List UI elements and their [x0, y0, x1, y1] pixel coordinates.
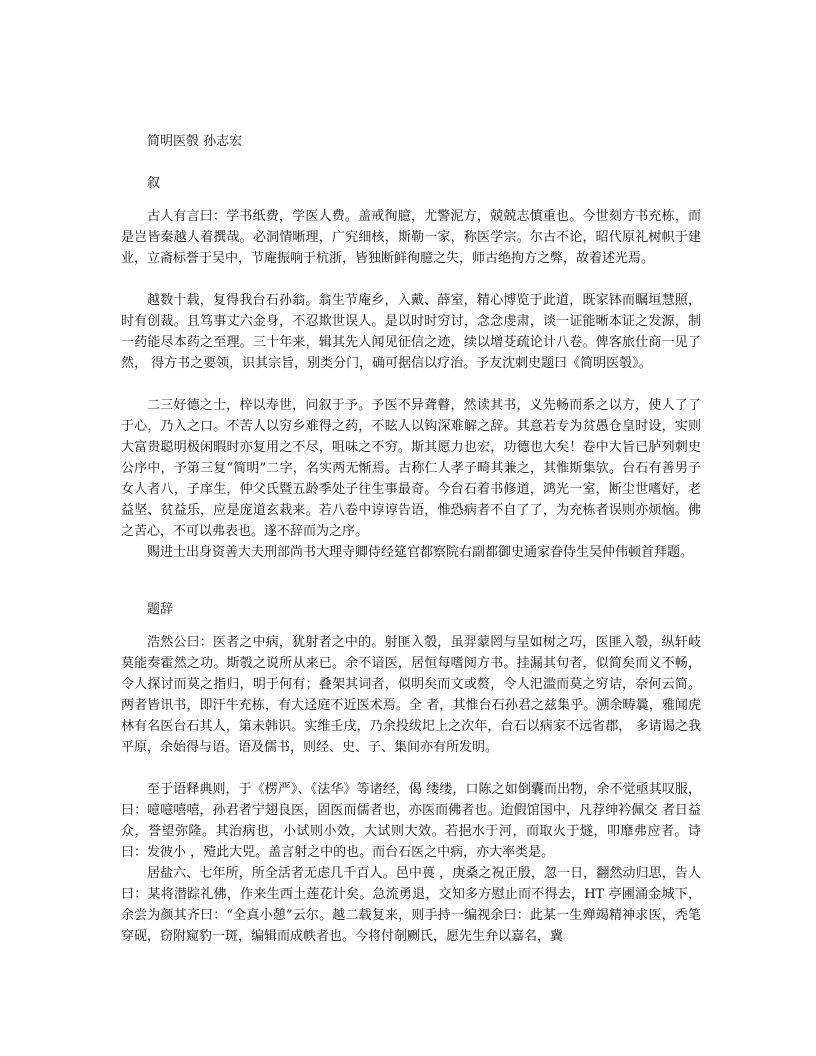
paragraph-2: 越数十载，复得我台石孙翁。翁生节庵乡，入戴、薛室，精心博览于此道，既家钵而瞩垣慧照，时有创裁。且笃事丈六金身，不忍欺世误人。是以时时穷讨，念念虔肃，谈一证能晰本证之发源，制一药能尽本药之至理。三十年来，辑其先人闻见征信之迹，续以增芟疏论计八卷。俾客旅仕商一见了然， 得方书之要领，识其宗旨，别类分门，确可据信以疗治。予友沈刺史题曰《简明医彀》。 [121, 293, 701, 371]
section-heading-xu: 叙 [147, 176, 161, 191]
paragraph-1: 古人有言曰：学书纸费，学医人费。盖戒徇臆，尤警泥方，兢兢志慎重也。今世刻方书充栋，而是岂皆秦越人着撰哉。必洞情晰理，广究细核，斯勒一家，称医学宗。尔古不论，昭代原礼树帜于建业，立斋标誉于吴中，节庵振响于杭浙，皆独断鲜徇臆之失，师古绝拘方之弊，故着述光焉。 [121, 209, 701, 266]
section-heading-tici: 题辞 [147, 602, 174, 617]
paragraph-6: 居盐六、七年所，所全活者无虑几千百人。邑中葨 ，庚桑之祝正殷，忽一日，翻然动归思，告人曰：某将潜踪礼佛，作来生西土莲花计矣。急流勇退，交知多方慰止而不得去，HT 亭圃涌金城下，余尝为颜其齐曰：“全真小憩”云尔。越二载复来，则手持一编视余曰：此某一生殚竭精神求医，秃笔穿砚，窃附窥豹一斑，编辑而成帙者也。今将付剞劂氏，愿先生弁以嘉名，冀 [121, 866, 701, 944]
paragraph-3: 二三好德之士，梓以寿世，问叙于予。予医不异聋瞽，然读其书，义先畅而系之以方，使人了了于心，乃入之口。不苦人以穷乡难得之药，不眩人以钩深难解之辞。其意若专为贫愚仓皇时设，实则大富贵聪明极闲暇时亦复用之不尽，咀味之不穷。斯其愿力也宏，功德也大矣！卷中大旨已胪列刺史公序中，予第三复“简明”二字，名实两无惭焉。古称仁人孝子畸其兼之，其惟斯集欤。台石有善男子女人者八，子庠生，仲父氏暨五龄季处子往生事最奇。今台石着书修道，鸿光一室，断尘世嗜好，老益坚、贫益乐，应是庞道玄栽来。若八卷中谆谆告语，惟恐病者不自了了，为充栋者误则亦烦恼。佛之苦心，不可以弗表也。遂不辞而为之序。 [121, 398, 701, 539]
paragraph-4: 浩然公曰：医者之中病，犹射者之中的。射匪入彀，虽羿蒙罔与呈如树之巧，医匪入彀，纵轩岐莫能奏霍然之功。斯彀之说所从来已。余不谙医，居恒每嗜阅方书。挂漏其句者，似简矣而义不畅，令人探讨而莫之指归，明于何有；叠架其词者，似明矣而文或赘，令人汜滥而莫之穷诘，奈何云简。两者皆讯书，即汗牛充栋，有大迳庭不近医术焉。全 者，其惟台石孙君之兹集乎。溯余畴曩，雅闻虎林有名医台石其人，第未韩识。实维壬戌，乃余投绂圯上之次年，台石以病家不远省郡， 多请谒之我平原，余始得与语。语及儒书，则经、史、子、集间亦有所发明。 [121, 635, 701, 755]
signature-line: 赐进士出身资善大夫刑部尚书大理寺卿侍经筵官都察院右副都御史通家眷侍生吴仲伟顿首拜题。 [147, 545, 694, 560]
paragraph-5: 至于语释典则，于《楞严》、《法华》等诸经，偈 缕缕，口陈之如倒囊而出物，余不觉亟其叹服，曰：噫噫嘻嘻，孙君者宁翅良医，固医而儒者也，亦医而佛者也。迨假馆国中，凡荐绅衿佩交 者日益众，誉望弥隆。其治病也，小试则小效，大试则大效。若挹水于河，而取火于燧，叩靡弗应者。诗曰：发彼小 ，殪此大兕。盖言射之中的也。而台石医之中病，亦大率类是。 [121, 782, 701, 860]
book-title-author: 简明医彀 孙志宏 [147, 134, 243, 149]
